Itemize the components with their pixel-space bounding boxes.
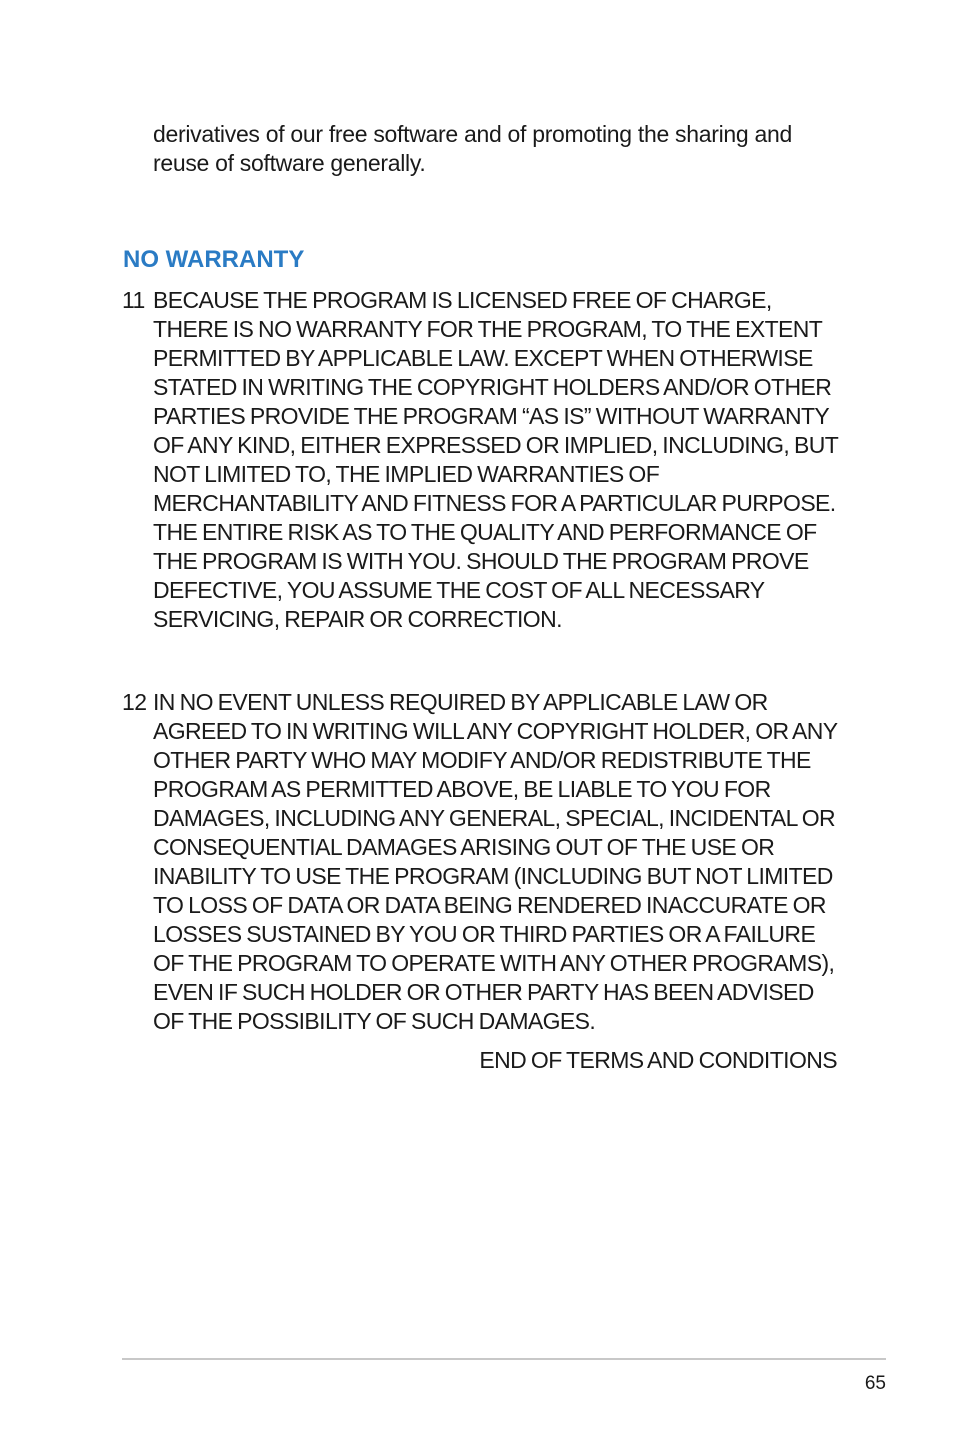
end-of-terms: END OF TERMS AND CONDITIONS	[479, 1047, 837, 1073]
clause-number: 11	[122, 287, 145, 313]
footer-divider	[122, 1358, 886, 1360]
page-number: 65	[864, 1373, 886, 1394]
intro-paragraph: derivatives of our free software and of promoting the sharing and reuse of software generally.	[153, 121, 792, 176]
clause-number: 12	[122, 689, 147, 715]
section-heading: NO WARRANTY	[123, 246, 305, 273]
clause-text: IN NO EVENT UNLESS REQUIRED BY APPLICABLE LAW OR AGREED TO IN WRITING WILL ANY COPYRIGHT HOLDER, OR ANY OTHER PARTY WHO MAY MODIFY AND/OR REDISTRIBUTE THE PROGRAM AS PERMITTED ABOVE, BE LIABLE TO YOU FOR DAMAGES, INCLUDING ANY GENERAL, SPECIAL, INCIDENTAL OR CONSEQUENTIAL DAMAGES ARISING OUT OF THE USE OR INABILITY TO USE THE PROGRAM (INCLUDING BUT NOT LIMITED TO LOSS OF DATA OR DATA BEING RENDERED INACCURATE OR LOSSES SUSTAINED BY YOU OR THIRD PARTIES OR A FAILURE OF THE PROGRAM TO OPERATE WITH ANY OTHER PROGRAMS), EVEN IF SUCH HOLDER OR OTHER PARTY HAS BEEN ADVISED OF THE POSSIBILITY OF SUCH DAMAGES.	[153, 689, 838, 1034]
clause-12	[122, 688, 843, 1036]
clause-text: BECAUSE THE PROGRAM IS LICENSED FREE OF CHARGE, THERE IS NO WARRANTY FOR THE PROGRAM, TO THE EXTENT PERMITTED BY APPLICABLE LAW. EXCEPT WHEN OTHERWISE STATED IN WRITING THE COPYRIGHT HOLDERS AND/OR OTHER PARTIES PROVIDE THE PROGRAM “AS IS” WITHOUT WARRANTY OF ANY KIND, EITHER EXPRESSED OR IMPLIED, INCLUDING, BUT NOT LIMITED TO, THE IMPLIED WARRANTIES OF MERCHANTABILITY AND FITNESS FOR A PARTICULAR PURPOSE. THE ENTIRE RISK AS TO THE QUALITY AND PERFORMANCE OF THE PROGRAM IS WITH YOU. SHOULD THE PROGRAM PROVE DEFECTIVE, YOU ASSUME THE COST OF ALL NECESSARY SERVICING, REPAIR OR CORRECTION.	[153, 287, 838, 632]
clause-11	[122, 286, 843, 634]
